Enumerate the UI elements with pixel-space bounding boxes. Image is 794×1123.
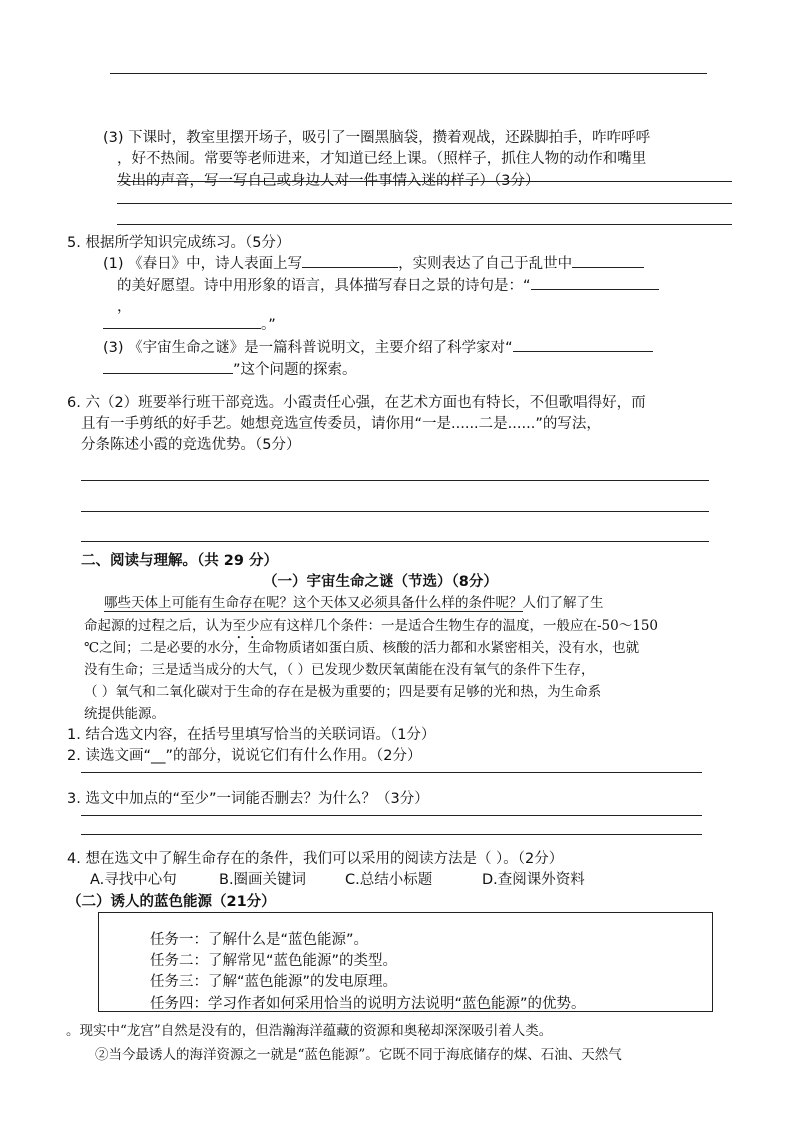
passage-title: （一）宇宙生命之谜（节选）（8分） bbox=[263, 574, 498, 590]
blank[interactable] bbox=[531, 275, 659, 290]
q4-3-line2: ，好不热闹。常要等老师进来，才知道已经上课。（照样子，抓住人物的动作和嘴里 bbox=[117, 151, 647, 167]
answer-line[interactable] bbox=[81, 815, 702, 816]
reading-q4: 4. 想在选文中了解生命存在的条件，我们可以采用的阅读方法是（ ）。（2分） bbox=[67, 851, 564, 867]
blank[interactable] bbox=[103, 314, 261, 329]
answer-line[interactable] bbox=[81, 834, 702, 835]
passage2-title: （二）诱人的蓝色能源（21分） bbox=[67, 894, 276, 910]
passage-line2-b: 应有这样几个条件：一是适合生物生存的温度，一般应在-50～150 bbox=[259, 618, 659, 634]
answer-line[interactable] bbox=[81, 772, 702, 773]
q5-line5 bbox=[103, 336, 653, 357]
blank[interactable] bbox=[572, 253, 644, 268]
q5-line1-a: (1) 《春日》中，诗人表面上写 bbox=[103, 256, 303, 272]
reading-q1: 1. 结合选文内容，在括号里填写恰当的关联词语。（1分） bbox=[67, 727, 436, 743]
task-1: 任务一：了解什么是“蓝色能源”。 bbox=[150, 932, 369, 948]
task-2: 任务二：了解常见“蓝色能源”的类型。 bbox=[150, 953, 398, 969]
answer-line[interactable] bbox=[117, 181, 732, 182]
q5-line6-end: ”这个问题的探索。 bbox=[233, 362, 357, 378]
q5-line4 bbox=[103, 313, 276, 334]
answer-line[interactable] bbox=[110, 73, 707, 74]
reading-q2: 2. 读选文画“__”的部分，说说它们有什么作用。（2分） bbox=[67, 748, 422, 764]
q5-line2-a: 的美好愿望。诗中用形象的语言，具体描写春日之景的诗句是：“ bbox=[117, 278, 531, 294]
passage-line1-rest: 人们了解了生 bbox=[522, 595, 604, 611]
passage-line1 bbox=[104, 591, 604, 611]
option-a[interactable]: A.寻找中心句 bbox=[90, 872, 177, 888]
q5-line1 bbox=[103, 252, 644, 273]
underlined-sentence: 哪些天体上可能有生命存在呢？这个天体又必须具备什么样的条件呢？ bbox=[104, 595, 523, 611]
passage-line3: ℃之间；二是必要的水分，生命物质诸如蛋白质、核酸的活力都和水紧密相关，没有水，也就 bbox=[84, 640, 640, 656]
answer-line[interactable] bbox=[81, 511, 709, 512]
reading-q3: 3. 选文中加点的“至少”一词能否删去？为什么？（3分） bbox=[67, 791, 429, 807]
q6-line1: 6. 六（2）班要举行班干部竞选。小霞责任心强，在艺术方面也有特长，不但歌唱得好，而 bbox=[67, 395, 646, 411]
q5-line6 bbox=[103, 358, 357, 379]
task-4: 任务四：学习作者如何采用恰当的说明方法说明“蓝色能源”的优势。 bbox=[150, 996, 586, 1012]
q4-3-line1: (3) 下课时，教室里摆开场子，吸引了一圈黑脑袋，攒着观战，还跺脚拍手，咋咋呼呼 bbox=[103, 130, 651, 146]
option-d[interactable]: D.查阅课外资料 bbox=[482, 872, 585, 888]
passage-line6: 统提供能源。 bbox=[84, 706, 165, 722]
option-b[interactable]: B.圈画关键词 bbox=[219, 872, 307, 888]
passage2-para1: 。现实中“龙宫”自然是没有的，但浩瀚海洋蕴藏的资源和奥秘却深深吸引着人类。 bbox=[66, 1023, 553, 1039]
dotted-word: 至少 bbox=[232, 618, 260, 634]
blank[interactable] bbox=[513, 337, 653, 352]
q5-line4-end: 。” bbox=[261, 317, 276, 333]
q6-line3: 分条陈述小霞的竞选优势。（5分） bbox=[81, 437, 301, 453]
q5-line5-a: (3) 《宇宙生命之谜》是一篇科普说明文，主要介绍了科学家对“ bbox=[103, 340, 513, 356]
passage-line5: （ ）氧气和二氧化碳对于生命的存在是极为重要的；四是要有足够的光和热，为生命系 bbox=[84, 684, 602, 700]
option-c[interactable]: C.总结小标题 bbox=[345, 872, 433, 888]
answer-line[interactable] bbox=[81, 541, 709, 542]
blank[interactable] bbox=[103, 359, 233, 374]
passage2-para2: ②当今最诱人的海洋资源之一就是“蓝色能源”。它既不同于海底储存的煤、石油、天然气 bbox=[95, 1047, 622, 1063]
q5-line3: ， bbox=[117, 299, 132, 315]
passage-line2-a: 命起源的过程之后，认为 bbox=[84, 618, 233, 634]
q6-line2: 且有一手剪纸的好手艺。她想竞选宣传委员，请你用“一是......二是......”的写法， bbox=[81, 416, 601, 432]
section-heading: 二、阅读与理解。（共 29 分） bbox=[81, 553, 279, 569]
blank[interactable] bbox=[302, 253, 398, 268]
answer-line[interactable] bbox=[81, 480, 709, 481]
q5-line2 bbox=[117, 274, 659, 295]
passage-line4: 没有生命；三是适当成分的大气，（ ）已发现少数厌氧菌能在没有氧气的条件下生存， bbox=[84, 662, 595, 678]
q4-3-line3: 发出的声音，写一写自己或身边人对一件事情入迷的样子）（3分） bbox=[117, 173, 540, 189]
answer-line[interactable] bbox=[117, 224, 732, 225]
q5-title: 5. 根据所学知识完成练习。（5分） bbox=[67, 235, 291, 251]
answer-line[interactable] bbox=[117, 203, 732, 204]
task-3: 任务三：了解“蓝色能源”的发电原理。 bbox=[150, 974, 398, 990]
q5-line1-b: ，实则表达了自己于乱世中 bbox=[398, 256, 573, 272]
